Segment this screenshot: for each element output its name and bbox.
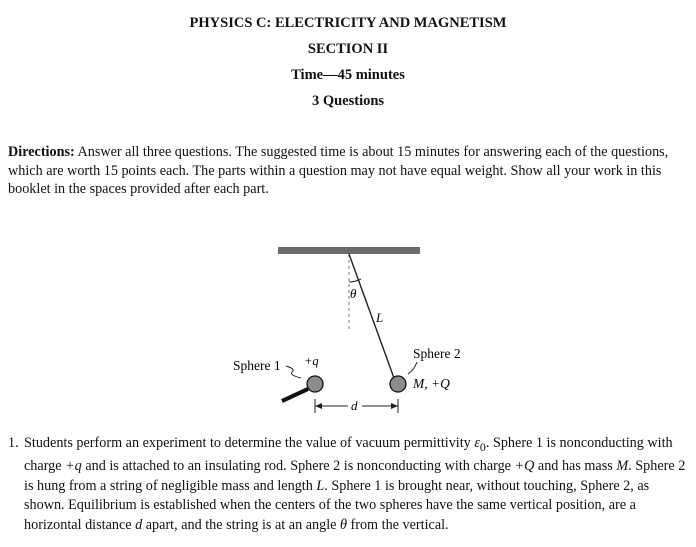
- q1-angle-theta: θ: [339, 516, 347, 533]
- q1-text-part: from the vertical.: [346, 516, 449, 533]
- sphere-1: [307, 376, 323, 392]
- ceiling-support: [278, 247, 420, 254]
- distance-arrowhead-right: [391, 403, 398, 409]
- q1-text-part: . Sphere 2 is hung from a string of negligible mass and length: [24, 458, 686, 494]
- q1-text-part: and has mass: [534, 458, 617, 475]
- time-heading: Time—45 minutes: [291, 67, 405, 83]
- question-1-text: [24, 434, 688, 535]
- question-number: 1.: [8, 435, 19, 451]
- sphere-1-pointer: [286, 366, 301, 378]
- q1-distance-d: d: [135, 516, 143, 533]
- directions-text: Answer all three questions. The suggested time is about 15 minutes for answering each of the questions, which are worth 15 points each. The parts within a question may not have equal weight. Show all your work in this booklet in the spaces provided after each part.: [8, 144, 669, 197]
- sphere-2-properties: M, +Q: [413, 376, 450, 391]
- section-heading: SECTION II: [307, 41, 389, 57]
- q1-text-part: . Sphere 1 is nonconducting with charge: [24, 435, 673, 475]
- q1-epsilon: ε: [474, 435, 480, 451]
- q1-text-part: . Sphere 1 is brought near, without touching, Sphere 2, as shown. Equilibrium is established when the centers of the two spheres have the same vertical position, are a horizontal distance: [24, 477, 650, 533]
- insulating-rod: [282, 389, 308, 401]
- q1-epsilon-subscript: 0: [479, 439, 486, 454]
- pendulum-figure: [0, 238, 696, 428]
- q1-text-part: apart, and the string is at an angle: [142, 516, 340, 533]
- directions-label: Directions:: [8, 144, 75, 160]
- sphere-1-label: Sphere 1: [233, 358, 281, 373]
- q1-mass-M: M: [616, 458, 629, 475]
- pendulum-diagram: [0, 238, 696, 428]
- sphere-1-charge: +q: [304, 354, 319, 368]
- q1-charge-Q: +Q: [514, 458, 535, 475]
- exam-title: PHYSICS C: ELECTRICITY AND MAGNETISM: [189, 15, 507, 31]
- q1-text-part: and is attached to an insulating rod. Sphere 2 is nonconducting with charge: [81, 458, 515, 475]
- distance-label: d: [351, 398, 358, 413]
- distance-arrowhead-left: [315, 403, 322, 409]
- question-1: [8, 434, 688, 535]
- directions-paragraph: [8, 143, 692, 199]
- string-length-label: L: [376, 310, 384, 325]
- sphere-2-pointer: [408, 362, 417, 374]
- q1-text-part: Students perform an experiment to determine the value of vacuum permittivity: [24, 435, 475, 451]
- pendulum-string: [349, 254, 394, 378]
- question-count-heading: 3 Questions: [311, 93, 385, 109]
- sphere-2: [390, 376, 406, 392]
- sphere-2-label: Sphere 2: [413, 346, 461, 361]
- q1-length-L: L: [316, 477, 325, 494]
- angle-label: θ: [350, 286, 357, 301]
- q1-charge-q: +q: [65, 458, 82, 475]
